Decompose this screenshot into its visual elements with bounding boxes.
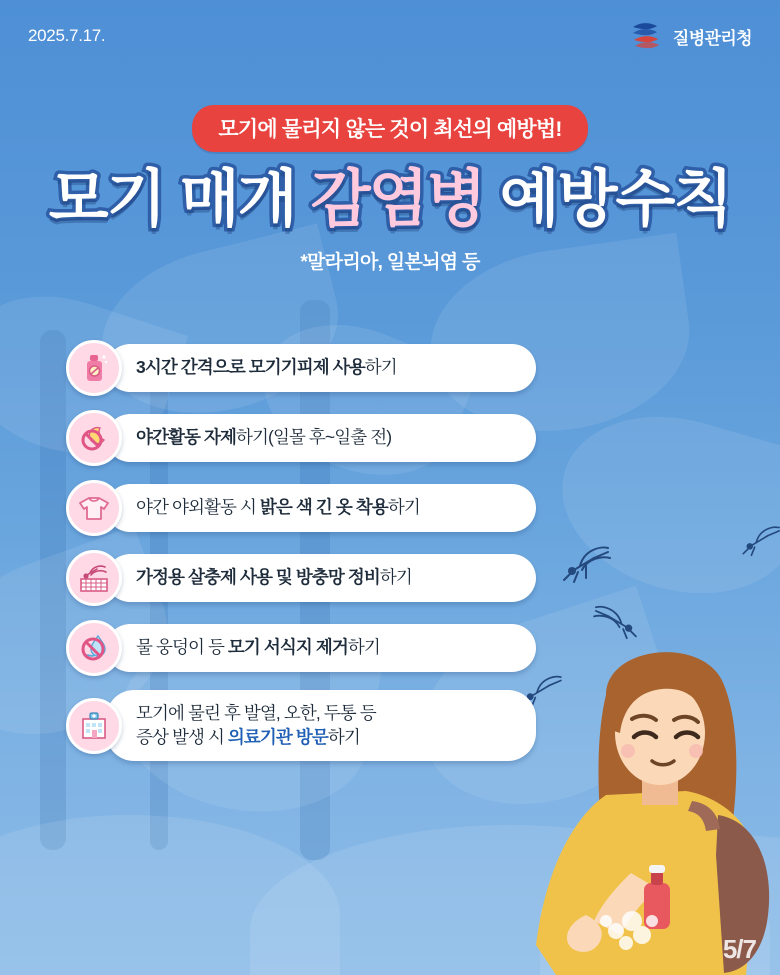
list-item <box>66 480 536 536</box>
publish-date: 2025.7.17. <box>28 26 106 45</box>
tip-text-line1: 모기에 물린 후 발열, 오한, 두통 등 <box>136 703 376 723</box>
tip-text-lead: 증상 발생 시 <box>136 726 228 747</box>
agency-name: 질병관리청 <box>672 28 752 48</box>
tip-text-bold: 모기 서식지 제거 <box>227 637 348 658</box>
mosquito-deco-1 <box>560 540 614 584</box>
agency-brand <box>631 21 752 51</box>
tip-text-bold: 가정용 살충제 사용 및 방충망 정비 <box>136 567 380 588</box>
tip-text <box>106 414 536 462</box>
title-part-2: 감염병 <box>310 165 485 234</box>
spray-can-icon <box>66 340 122 396</box>
page-title <box>0 165 780 234</box>
tip-text-tail: 하기 <box>364 357 397 378</box>
tip-text <box>106 554 536 602</box>
tip-text-bold: 밝은 색 긴 옷 착용 <box>259 497 388 518</box>
hospital-icon <box>66 698 122 754</box>
no-night-activity-icon <box>66 410 122 466</box>
title-part-1: 모기 매개 <box>48 165 311 234</box>
tip-text-tail: 하기 <box>387 497 420 518</box>
tip-text-lead: 야간 야외활동 시 <box>136 497 260 518</box>
list-item <box>66 410 536 466</box>
woman-applying-mosquito-repellent-illustration <box>456 615 780 975</box>
tip-text-tail: 하기 <box>347 637 380 658</box>
mosquito-net-icon <box>66 550 122 606</box>
mosquito-deco-2 <box>740 520 780 558</box>
no-standing-water-icon <box>66 620 122 676</box>
title-block <box>0 105 780 274</box>
list-item <box>66 550 536 606</box>
headline-ribbon: 모기에 물리지 않는 것이 최선의 예방법! <box>192 105 587 152</box>
tip-text-lead: 물 웅덩이 등 <box>136 637 228 658</box>
page-number: 5/7 <box>722 934 756 964</box>
long-sleeve-shirt-icon <box>66 480 122 536</box>
tip-text <box>106 344 536 392</box>
tip-text-tail: 하기 <box>379 567 412 588</box>
list-item <box>66 340 536 396</box>
tip-text-tail: 하기(일몰 후~일출 전) <box>236 427 392 448</box>
poster-header <box>0 0 780 72</box>
tip-text <box>106 484 536 532</box>
tip-text-bold: 야간활동 자제 <box>136 427 236 448</box>
kdca-taegeuk-logo-icon <box>631 21 665 51</box>
page-subtitle: *말라리아, 일본뇌염 등 <box>300 252 480 274</box>
tip-text-bold: 3시간 간격으로 모기기피제 사용 <box>136 357 365 378</box>
tip-text-bold: 의료기관 방문 <box>227 726 328 747</box>
tip-text-tail: 하기 <box>327 726 360 747</box>
title-part-3: 예방수칙 <box>484 165 732 234</box>
